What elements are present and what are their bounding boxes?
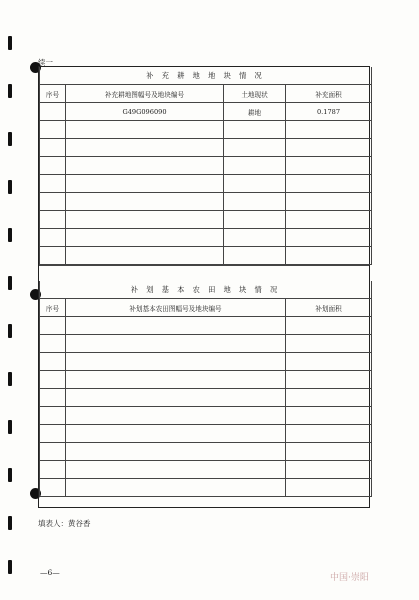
binding-mark	[8, 180, 12, 194]
table-header-row	[40, 85, 372, 103]
page-number: —6—	[40, 568, 60, 577]
col-header-parcel-id: 补划基本农田图幅号及地块编号	[66, 299, 286, 317]
col-header-index: 序号	[40, 299, 66, 317]
binding-mark	[8, 516, 12, 530]
table-header-row	[40, 299, 372, 317]
table-row	[40, 139, 372, 157]
filler-line	[38, 518, 91, 529]
table-row	[40, 157, 372, 175]
table-row	[40, 121, 372, 139]
table-row	[40, 193, 372, 211]
table-row	[40, 175, 372, 193]
table-row: G49G096090 耕地 0.1787	[40, 103, 372, 121]
table-row	[40, 247, 372, 265]
table-row	[40, 407, 372, 425]
table-row	[40, 335, 372, 353]
filler-name: 黄谷香	[68, 519, 91, 528]
table-row	[40, 389, 372, 407]
continuation-label: 续一	[38, 58, 53, 67]
binding-mark	[8, 228, 12, 242]
binding-mark	[8, 468, 12, 482]
col-header-index: 序号	[40, 85, 66, 103]
binding-mark	[8, 324, 12, 338]
binding-mark	[8, 420, 12, 434]
col-header-land-status: 土地现状	[224, 85, 286, 103]
land-parcel-form	[38, 66, 370, 508]
filler-label: 填表人：	[38, 519, 68, 528]
table-row	[40, 353, 372, 371]
binding-mark	[8, 372, 12, 386]
section2-title: 补 划 基 本 农 田 地 块 情 况	[40, 281, 372, 299]
watermark: 中国·崇阳	[330, 573, 369, 583]
table-row	[40, 371, 372, 389]
table-row	[40, 211, 372, 229]
table-row	[40, 461, 372, 479]
col-header-parcel-id: 补充耕地图幅号及地块编号	[66, 85, 224, 103]
binding-mark	[8, 276, 12, 290]
table-row	[40, 479, 372, 497]
basic-farmland-table	[39, 281, 372, 497]
binding-mark	[8, 84, 12, 98]
table-row	[40, 229, 372, 247]
binding-mark	[8, 560, 12, 574]
col-header-area: 补充面积	[286, 85, 372, 103]
table-row	[40, 317, 372, 335]
col-header-area: 补划面积	[286, 299, 372, 317]
binding-mark	[8, 132, 12, 146]
binding-mark	[8, 36, 12, 50]
section1-title: 补 充 耕 地 地 块 情 况	[40, 67, 372, 85]
table-row	[40, 425, 372, 443]
table-row	[40, 443, 372, 461]
supplementary-farmland-table	[39, 67, 372, 265]
section-gap	[39, 265, 369, 281]
